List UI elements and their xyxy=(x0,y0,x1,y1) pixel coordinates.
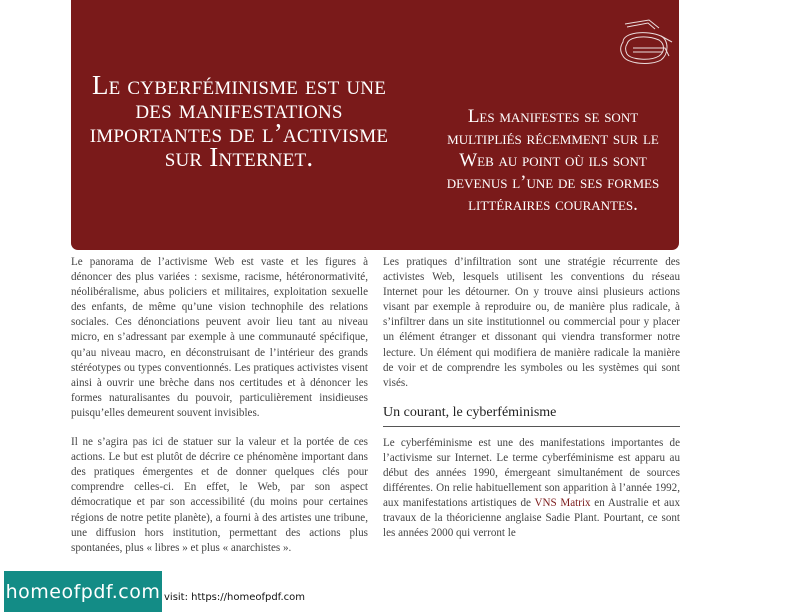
watermark-badge[interactable]: homeofpdf.com xyxy=(4,571,162,612)
paragraph-text: Le cyberféminisme est une des manifestations importantes de l’activisme sur Internet. Le terme cyberféminisme est apparu au début des années 1990, émergeant simultanément de sources différentes. On relie habituellement son apparition à l’année 1992, aux manifestations artistiques de xyxy=(383,436,680,510)
banner-subhead: Les manifestes se sont multipliés récemment sur le Web au point où ils sont devenus l’une de ses formes littéraires courantes. xyxy=(446,106,660,215)
banner-headline: Le cyberféminisme est une des manifestations importantes de l’activisme sur Internet. xyxy=(89,70,389,172)
body-paragraph: Il ne s’agira pas ici de statuer sur la valeur et la portée de ces actions. Le but est plutôt de décrire ce phénomène important dans des pratiques émergentes et de donner quelques clés pour comprendre celles-ci. En effet, le Web, par son aspect démocratique et par son accessibilité (du moins pour certaines régions de notre petite planète), a fourni à des artistes une tribune, une diffusion hors institution, permettant des actions plus spontanées, plus « libres » et plus « anarchistes ». xyxy=(71,436,368,554)
watermark-link[interactable]: visit: https://homeofpdf.com xyxy=(164,592,306,603)
body-paragraph: Les pratiques d’infiltration sont une stratégie récurrente des activistes Web, lesquels utilisent les conventions du réseau Internet pour les détourner. On y trouve ainsi plusieurs actions visant par exemple à reproduire ou, de manière plus radicale, à s’infiltrer dans un site institutionnel ou commercial pour y placer un élément étranger et dissonant qui viendra transformer notre lecture. Un élément qui modifiera de manière radicale la manière de voir et de comprendre les symboles ou les systèmes qui sont visés. xyxy=(383,256,680,389)
right-column xyxy=(383,255,680,556)
left-column xyxy=(71,255,368,570)
paragraph-text: en Australie et aux travaux de la théoricienne anglaise Sadie Plant. Pourtant, ce sont les années 2000 qui verront le xyxy=(383,497,680,540)
body-paragraph xyxy=(383,436,680,542)
highlighted-term: VNS Matrix xyxy=(534,497,591,510)
body-paragraph: Le panorama de l’activisme Web est vaste et les figures à dénoncer des plus variées : sexisme, racisme, hétéronormativité, néolibéralisme, abus policiers et militaires, exploitation sexuelle des enfants, de même qu’une vision technophile des relations sociales. Ces dénonciations peuvent avoir lieu tant au niveau micro, en s’adressant par exemple à une communauté spécifique, qu’au niveau macro, en déconstruisant de l’intérieur des grands stéréotypes ou types conventionnés. Les pratiques activistes visent ainsi à ouvrir une brèche dans nos certitudes et à dénoncer les formes naturalisantes du pouvoir, particulièrement insidieuses puisqu’elles demeurent souvent invisibles. xyxy=(71,256,368,419)
stylized-a-logo-icon xyxy=(617,18,673,68)
section-title: Un courant, le cyberféminisme xyxy=(383,405,680,427)
